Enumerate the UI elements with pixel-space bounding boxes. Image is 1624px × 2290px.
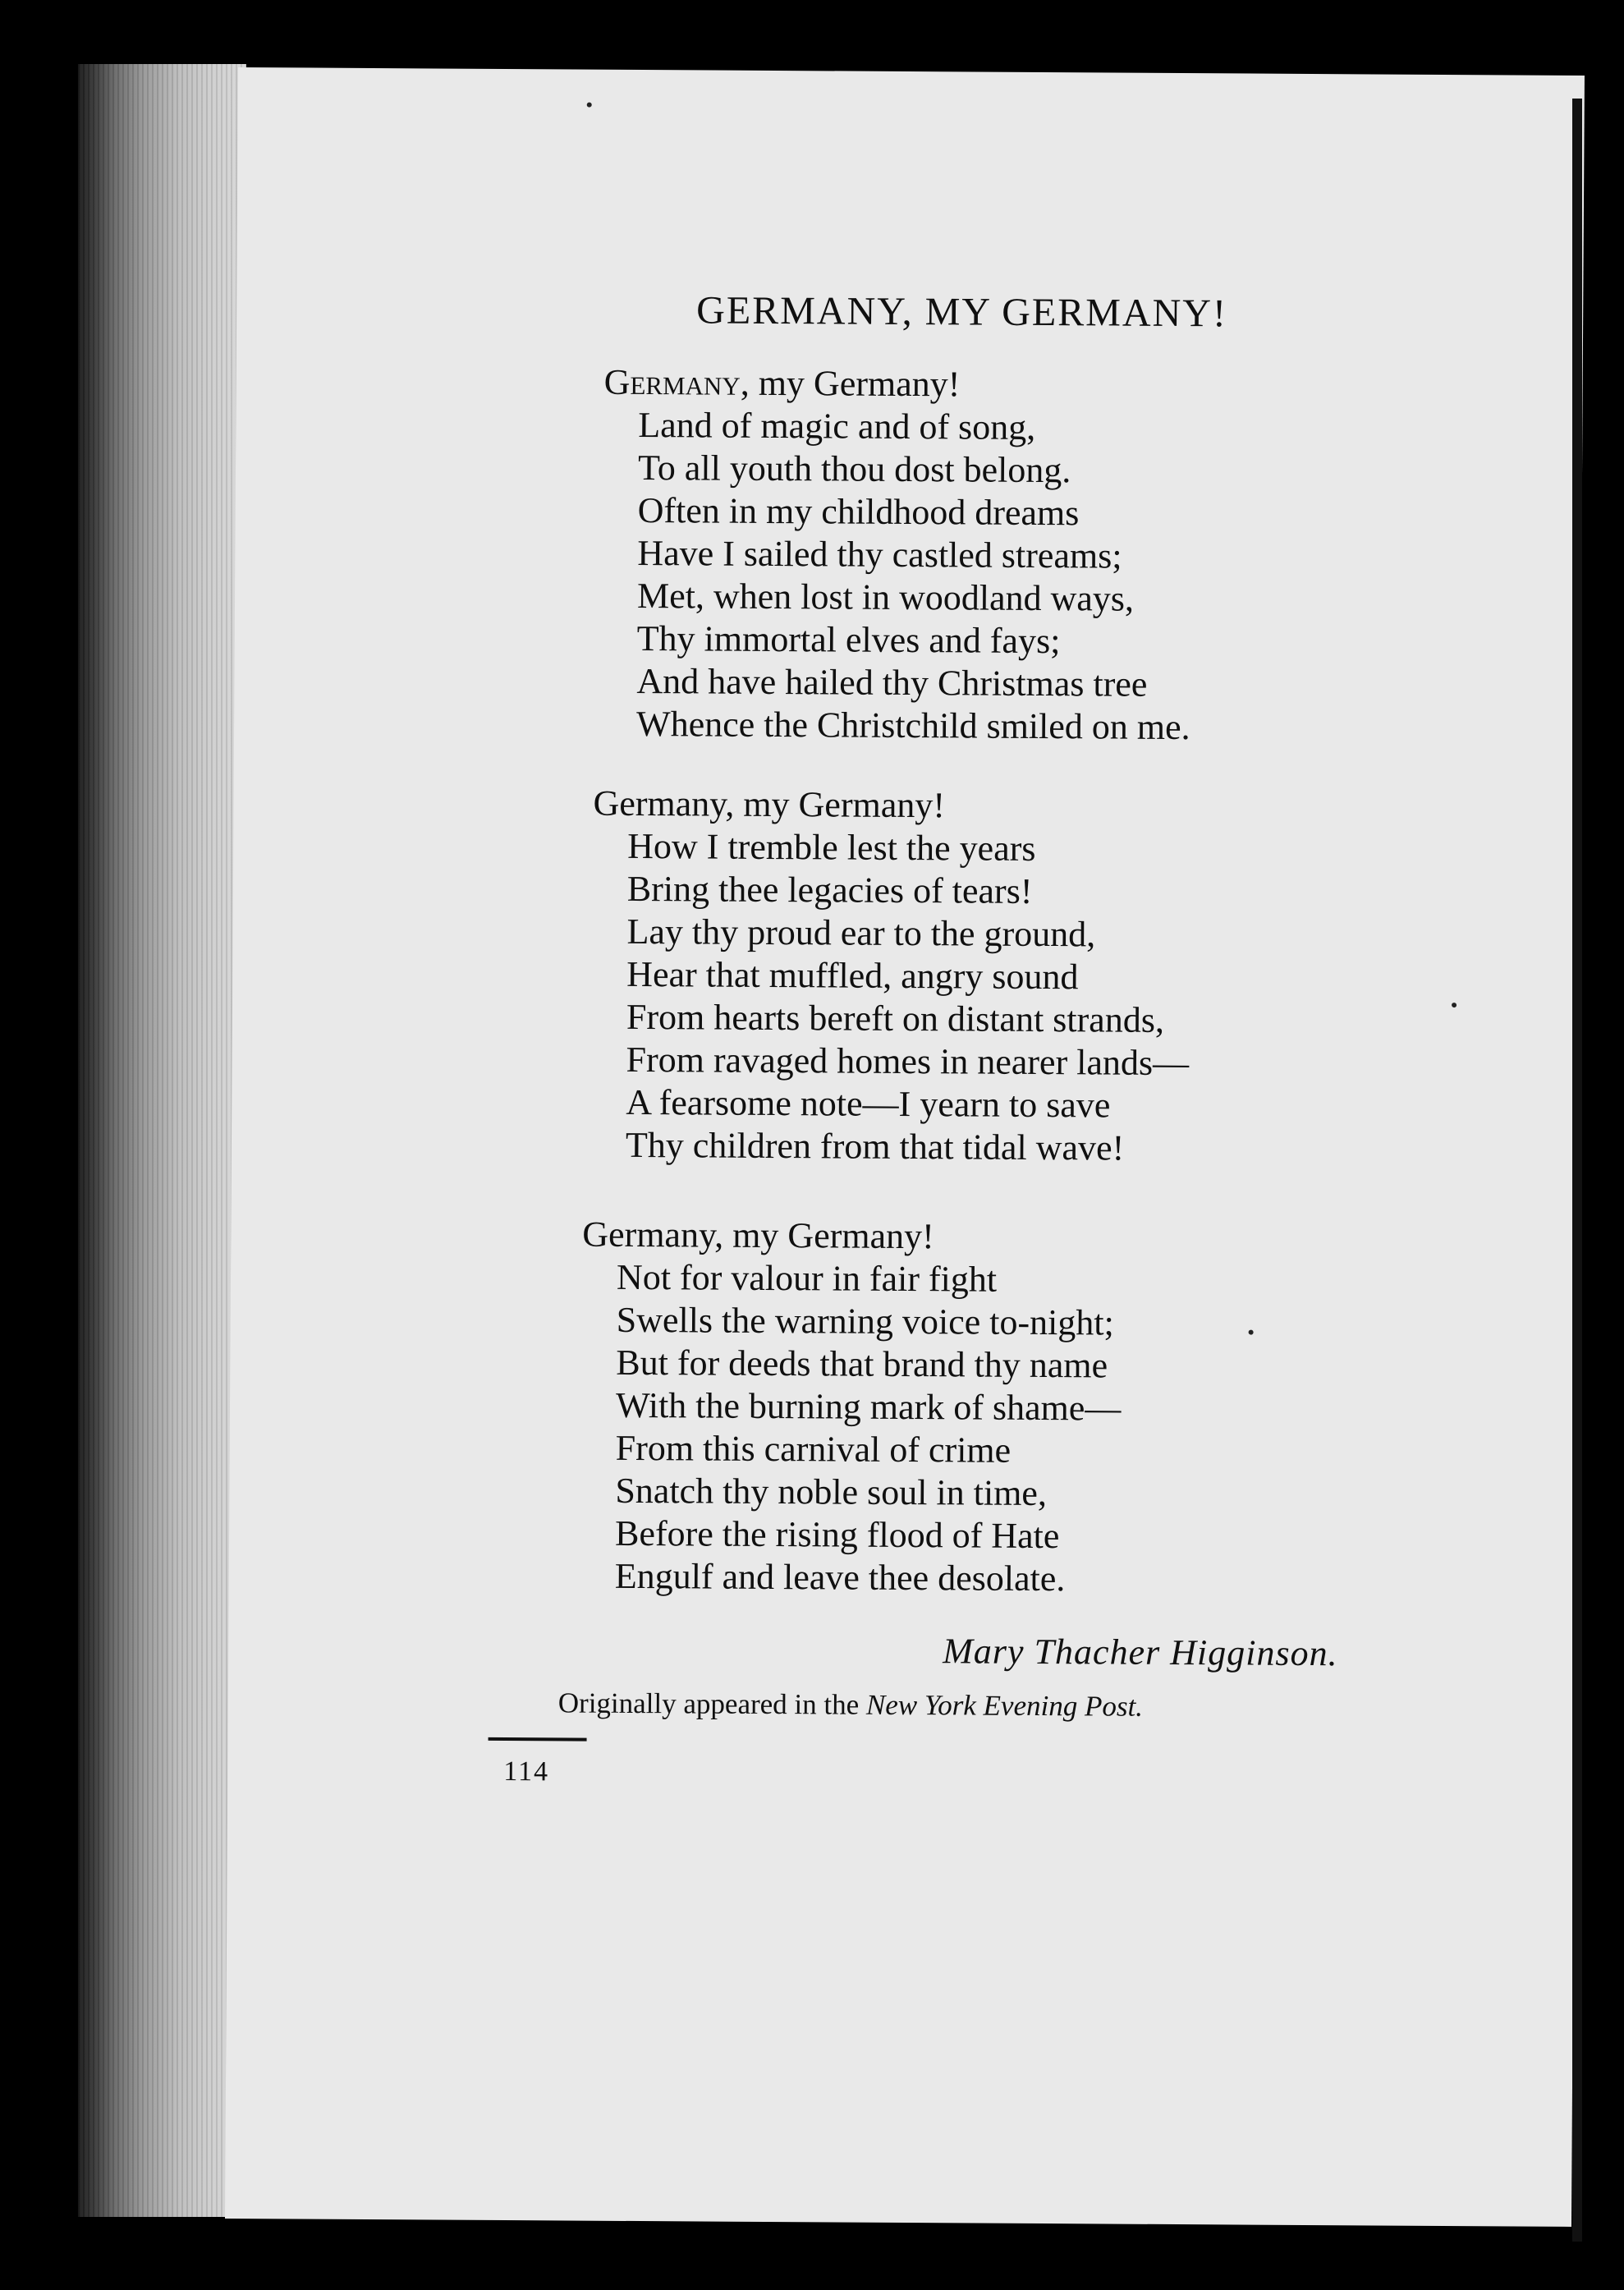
page-right-edge: [1572, 99, 1582, 2242]
poem-line: Lay thy proud ear to the ground,: [626, 911, 1096, 955]
poem-line: Land of magic and of song,: [638, 404, 1036, 447]
stanza-2-first-line: Germany, my Germany!: [593, 782, 946, 826]
stanza-1: [603, 361, 1192, 749]
poem-line: Not for valour in fair fight: [616, 1256, 998, 1300]
page-text: [238, 67, 1585, 1787]
poem-line: Swells the warning voice to-night;: [616, 1299, 1114, 1343]
source-publication: New York Evening Post.: [865, 1688, 1144, 1723]
poem-title: GERMANY, MY GERMANY!: [696, 288, 1228, 336]
page-number: 114: [503, 1756, 550, 1787]
poem-line: A fearsome note—I yearn to save: [626, 1081, 1111, 1126]
poem-line: Thy immortal elves and fays;: [636, 617, 1061, 662]
poem-line: Met, when lost in woodland ways,: [636, 575, 1135, 619]
poem-line: From hearts bereft on distant strands,: [626, 996, 1165, 1040]
poem-line: From ravaged homes in nearer lands—: [626, 1039, 1190, 1084]
poem-line: Hear that muffled, angry sound: [626, 953, 1079, 998]
poem-line: Engulf and leave thee desolate.: [614, 1555, 1066, 1599]
stanza-1-first-word: Germany: [603, 361, 741, 403]
stanza-1-first-line: [604, 361, 1193, 407]
poem-line: To all youth thou dost belong.: [637, 447, 1071, 491]
poem-line: Often in my childhood dreams: [637, 489, 1080, 534]
poem-line: Thy children from that tidal wave!: [625, 1124, 1125, 1168]
poem-author: Mary Thacher Higginson.: [943, 1631, 1338, 1674]
footer-rule: [489, 1737, 587, 1742]
dust-speck: [1249, 1330, 1254, 1335]
poem-line: Whence the Christchild smiled on me.: [635, 703, 1190, 748]
book-page-edges: [78, 64, 246, 2217]
poem-line: Have I sailed thy castled streams;: [637, 532, 1122, 576]
poem-line: With the burning mark of shame—: [615, 1384, 1122, 1429]
poem-line: And have hailed thy Christmas tree: [636, 660, 1148, 704]
poem-line: Before the rising flood of Hate: [614, 1512, 1060, 1557]
stanza-1-first-rest: , my Germany!: [740, 362, 961, 405]
poem-line: From this carnival of crime: [615, 1427, 1012, 1471]
poem-line: But for deeds that brand thy name: [616, 1342, 1108, 1386]
poem-line: Snatch thy noble soul in time,: [615, 1470, 1048, 1514]
source-note: [558, 1687, 1143, 1723]
dust-speck: [587, 103, 592, 108]
poem-line: How I tremble lest the years: [627, 825, 1036, 869]
poem-line: Bring thee legacies of tears!: [626, 868, 1033, 911]
dust-speck: [1452, 1003, 1457, 1007]
stanza-2: [593, 782, 1190, 1170]
stanza-3: [582, 1214, 1122, 1601]
book-page: [225, 67, 1585, 2227]
source-prefix: Originally appeared in the: [557, 1687, 867, 1721]
stanza-3-first-line: Germany, my Germany!: [582, 1214, 934, 1257]
